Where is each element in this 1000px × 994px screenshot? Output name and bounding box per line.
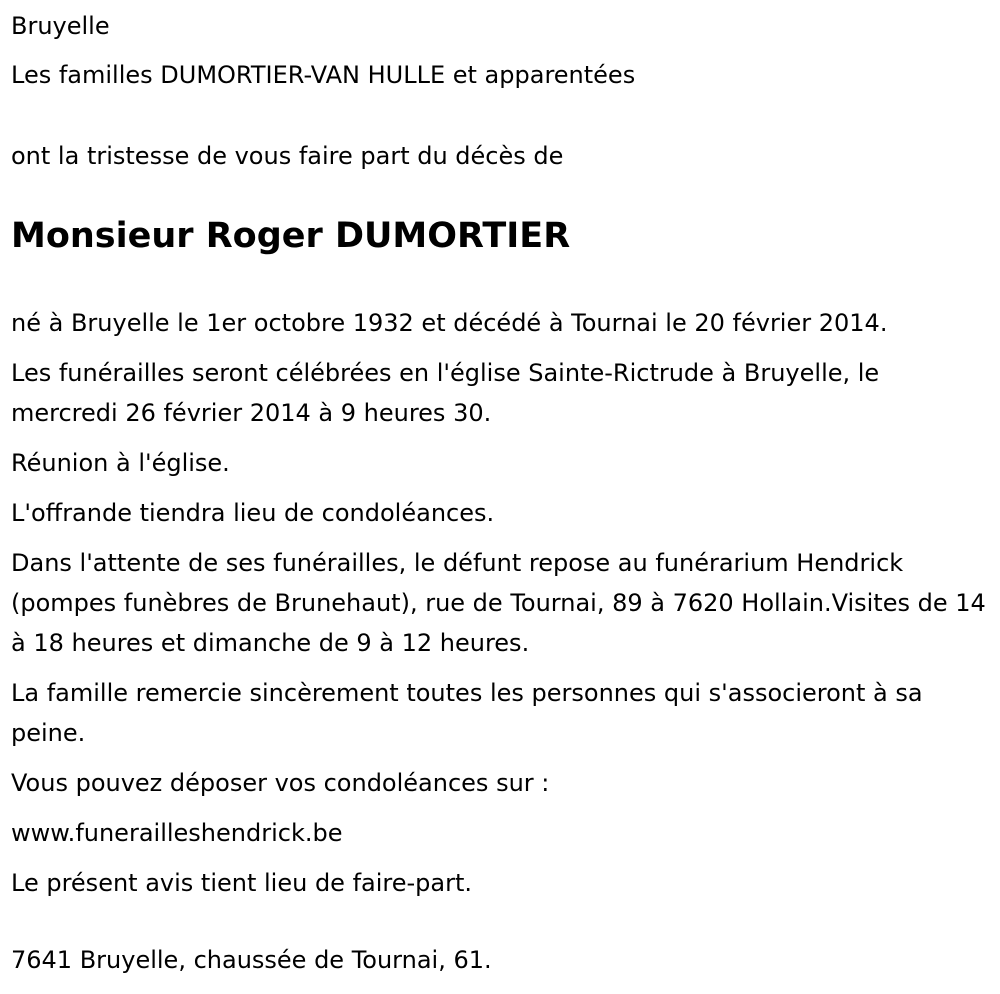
city-line: Bruyelle: [11, 12, 110, 40]
announcement-line: ont la tristesse de vous faire part du décès de: [11, 142, 564, 170]
funerarium-paragraph: Dans l'attente de ses funérailles, le défunt repose au funérarium Hendrick (pompes funèbres de Brunehaut), rue de Tournai, 89 à 7620 Hollain.Visites de 14 à 18 heures et dimanche de 9 à 12 heures.: [11, 549, 986, 657]
funeral-paragraph: Les funérailles seront célébrées en l'église Sainte-Rictrude à Bruyelle, le mercredi 26 février 2014 à 9 heures 30.: [11, 359, 880, 427]
deceased-name: Monsieur Roger DUMORTIER: [11, 216, 571, 256]
offering-paragraph: L'offrande tiendra lieu de condoléances.: [11, 499, 495, 527]
notice-paragraph: Le présent avis tient lieu de faire-part.: [11, 869, 473, 897]
families-line: Les familles DUMORTIER-VAN HULLE et apparentées: [11, 61, 636, 89]
meeting-paragraph: Réunion à l'église.: [11, 449, 230, 477]
address-line: 7641 Bruyelle, chaussée de Tournai, 61.: [11, 946, 492, 974]
thanks-paragraph: La famille remercie sincèrement toutes les personnes qui s'associeront à sa peine.: [11, 679, 923, 747]
birth-death-paragraph: né à Bruyelle le 1er octobre 1932 et décédé à Tournai le 20 février 2014.: [11, 309, 888, 337]
notice-body: [11, 303, 991, 913]
condolences-prompt: Vous pouvez déposer vos condoléances sur :: [11, 769, 550, 797]
website-link[interactable]: www.funerailleshendrick.be: [11, 819, 343, 847]
